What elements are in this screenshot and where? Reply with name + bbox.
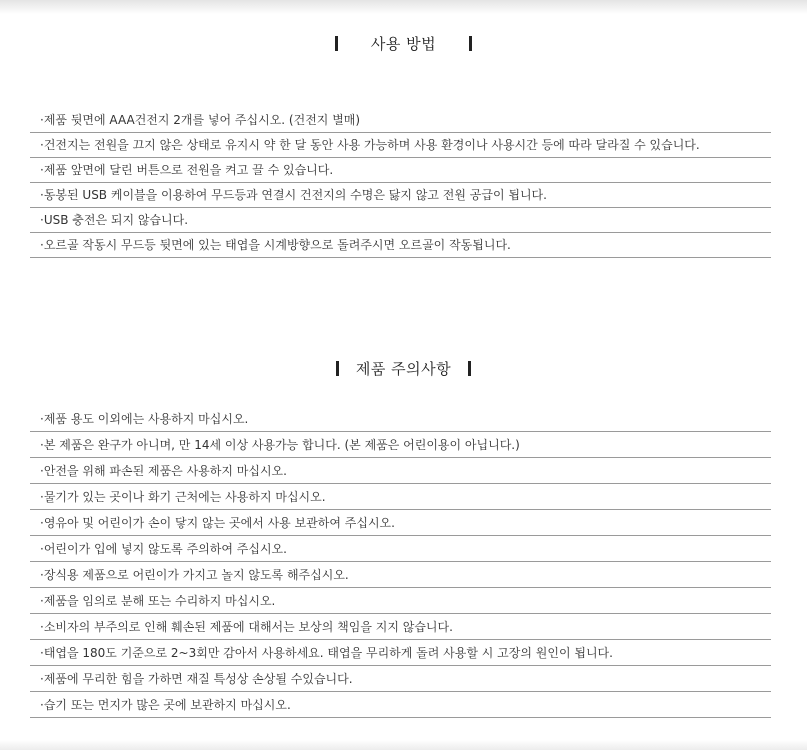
usage-title-text: 사용 방법: [370, 35, 437, 53]
bottom-shade: [0, 740, 807, 750]
usage-section-title: [0, 33, 807, 54]
usage-item: ·오르골 작동시 무드등 뒷면에 있는 태엽을 시계방향으로 돌려주시면 오르골이 작동됩니다.: [30, 233, 771, 258]
caution-item: ·제품을 임의로 분해 또는 수리하지 마십시오.: [30, 588, 771, 614]
caution-section-title: [0, 358, 807, 379]
title-bar-left: [335, 36, 338, 51]
caution-item: ·태엽을 180도 기준으로 2~3회만 감아서 사용하세요. 태엽을 무리하게 돌려 사용할 시 고장의 원인이 됩니다.: [30, 640, 771, 666]
title-bar-right: [468, 361, 471, 376]
usage-list: [30, 108, 771, 258]
top-shade: [0, 0, 807, 14]
caution-item: ·어린이가 입에 넣지 않도록 주의하여 주십시오.: [30, 536, 771, 562]
caution-item: ·제품 용도 이외에는 사용하지 마십시오.: [30, 406, 771, 432]
caution-item: ·습기 또는 먼지가 많은 곳에 보관하지 마십시오.: [30, 692, 771, 718]
caution-item: ·장식용 제품으로 어린이가 가지고 놀지 않도록 해주십시오.: [30, 562, 771, 588]
caution-item: ·안전을 위해 파손된 제품은 사용하지 마십시오.: [30, 458, 771, 484]
usage-item: ·동봉된 USB 케이블을 이용하여 무드등과 연결시 건전지의 수명은 닳지 않고 전원 공급이 됩니다.: [30, 183, 771, 208]
title-bar-left: [336, 361, 339, 376]
caution-item: ·소비자의 부주의로 인해 훼손된 제품에 대해서는 보상의 책임을 지지 않습니다.: [30, 614, 771, 640]
title-bar-right: [469, 36, 472, 51]
caution-list: [30, 406, 771, 718]
caution-item: ·영유아 및 어린이가 손이 닿지 않는 곳에서 사용 보관하여 주십시오.: [30, 510, 771, 536]
usage-item: ·제품 뒷면에 AAA건전지 2개를 넣어 주십시오. (건전지 별매): [30, 108, 771, 133]
caution-item: ·물기가 있는 곳이나 화기 근처에는 사용하지 마십시오.: [30, 484, 771, 510]
caution-title-text: 제품 주의사항: [355, 360, 452, 378]
usage-item: ·제품 앞면에 달린 버튼으로 전원을 켜고 끌 수 있습니다.: [30, 158, 771, 183]
caution-item: ·제품에 무리한 힘을 가하면 재질 특성상 손상될 수있습니다.: [30, 666, 771, 692]
usage-item: ·건전지는 전원을 끄지 않은 상태로 유지시 약 한 달 동안 사용 가능하며 사용 환경이나 사용시간 등에 따라 달라질 수 있습니다.: [30, 133, 771, 158]
caution-item: ·본 제품은 완구가 아니며, 만 14세 이상 사용가능 합니다. (본 제품은 어린이용이 아닙니다.): [30, 432, 771, 458]
usage-item: ·USB 충전은 되지 않습니다.: [30, 208, 771, 233]
